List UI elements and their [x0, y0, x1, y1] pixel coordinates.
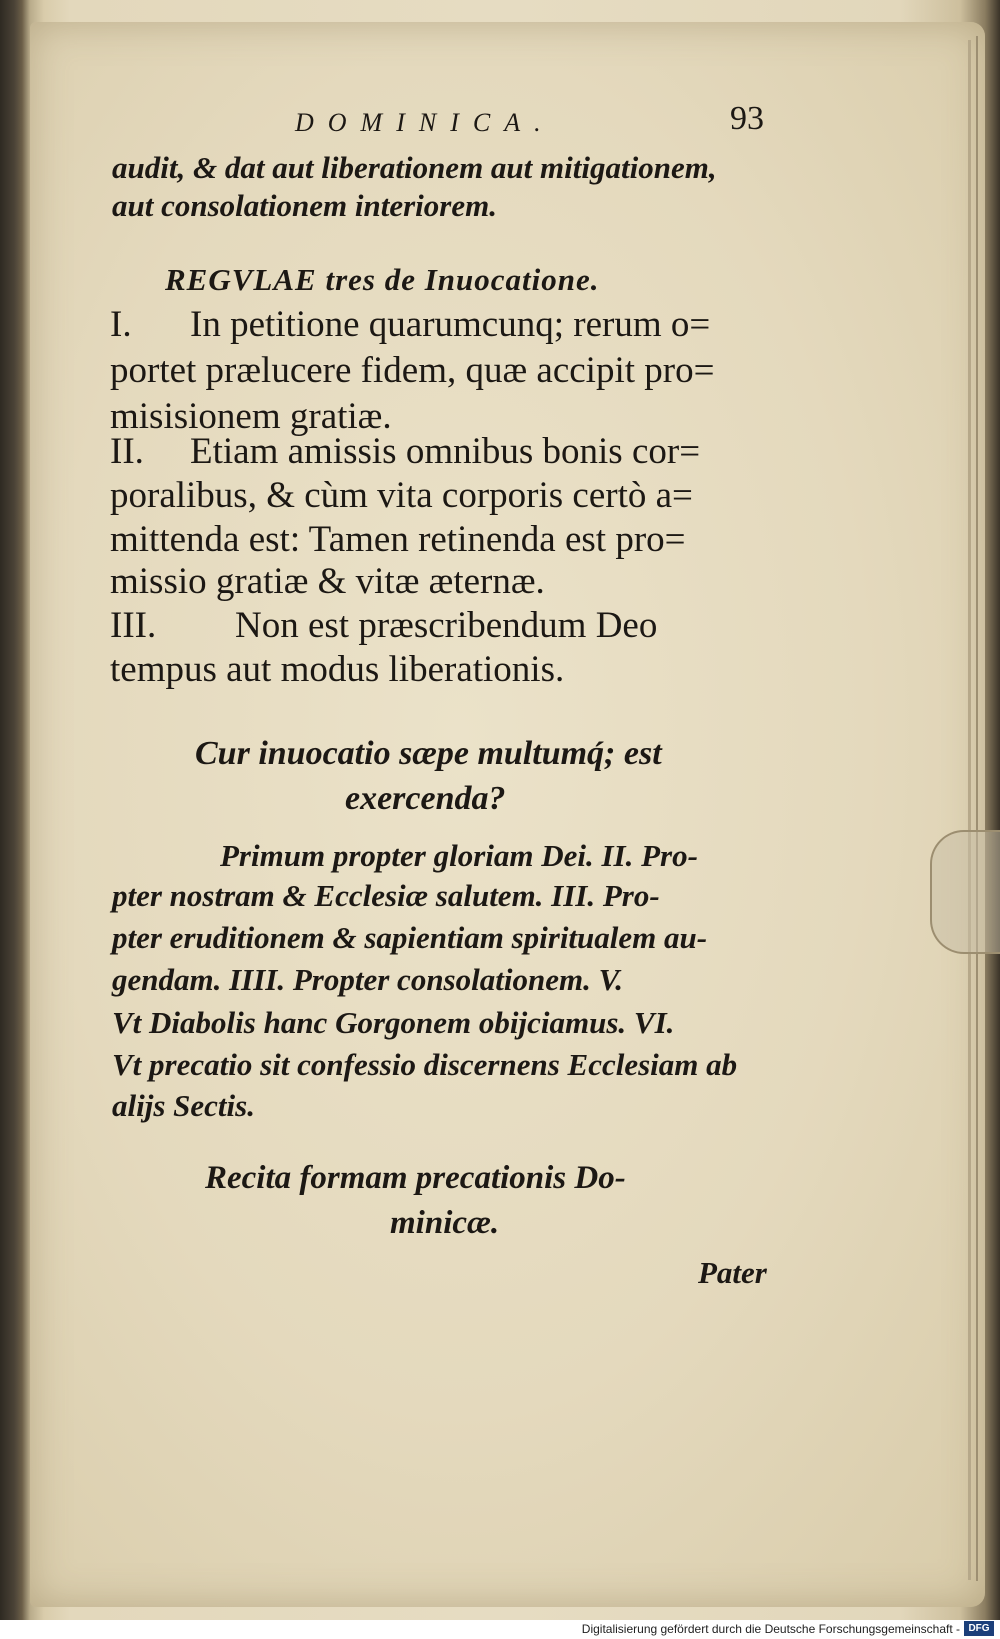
- question-line: Cur inuocatio sæpe multumq́; est: [195, 735, 662, 772]
- page-number: 93: [730, 100, 764, 137]
- rule-2-line: missio gratiæ & vitæ æternæ.: [110, 561, 545, 602]
- answer-line: Vt Diabolis hanc Gorgonem obijciamus. VI.: [112, 1005, 675, 1040]
- rule-text: Etiam amissis omnibus bonis cor=: [190, 431, 701, 472]
- page-edge: [968, 40, 971, 1580]
- digitization-footer: [0, 1620, 1000, 1639]
- rules-heading: REGVLAE tres de Inuocatione.: [165, 262, 600, 297]
- question-line: exercenda?: [345, 780, 506, 817]
- page-edge: [976, 36, 978, 1581]
- request-line: minicæ.: [390, 1205, 500, 1241]
- book-page: [30, 22, 985, 1607]
- rule-1-line: misisionem gratiæ.: [110, 396, 392, 437]
- rule-3-line: tempus aut modus liberationis.: [110, 649, 565, 690]
- running-head: DOMINICA.: [295, 108, 555, 137]
- rule-2-line: [110, 430, 700, 473]
- rule-numeral: II.: [110, 431, 144, 472]
- rule-3-line: [110, 604, 657, 647]
- dfg-logo: DFG: [964, 1621, 994, 1636]
- rule-text: Non est præscribendum Deo: [235, 605, 658, 646]
- rule-text: In petitione quarumcunq; rerum o=: [190, 304, 711, 345]
- catchword: Pater: [698, 1255, 767, 1290]
- answer-line: Vt precatio sit confessio discernens Ecclesiam ab: [112, 1047, 738, 1082]
- request-line: Recita formam precationis Do-: [205, 1160, 626, 1196]
- answer-line: pter eruditionem & sapientiam spiritualem au-: [112, 920, 708, 955]
- page-tab-marker: [930, 830, 1000, 954]
- funding-credit: Digitalisierung gefördert durch die Deutsche Forschungsgemeinschaft -: [581, 1622, 960, 1636]
- answer-line: gendam. IIII. Propter consolationem. V.: [112, 962, 624, 997]
- rule-numeral: I.: [110, 304, 132, 345]
- rule-numeral: III.: [110, 605, 157, 646]
- intro-line: audit, & dat aut liberationem aut mitigationem,: [112, 150, 717, 185]
- rule-1-line: portet prælucere fidem, quæ accipit pro=: [110, 350, 715, 391]
- answer-line: Primum propter gloriam Dei. II. Pro-: [220, 838, 698, 873]
- rule-2-line: mittenda est: Tamen retinenda est pro=: [110, 519, 686, 560]
- intro-line: aut consolationem interiorem.: [112, 188, 497, 223]
- rule-2-line: poralibus, & cùm vita corporis certò a=: [110, 475, 693, 516]
- answer-line: alijs Sectis.: [112, 1088, 255, 1123]
- answer-line: pter nostram & Ecclesiæ salutem. III. Pro-: [112, 878, 660, 913]
- rule-1-line: [110, 303, 710, 346]
